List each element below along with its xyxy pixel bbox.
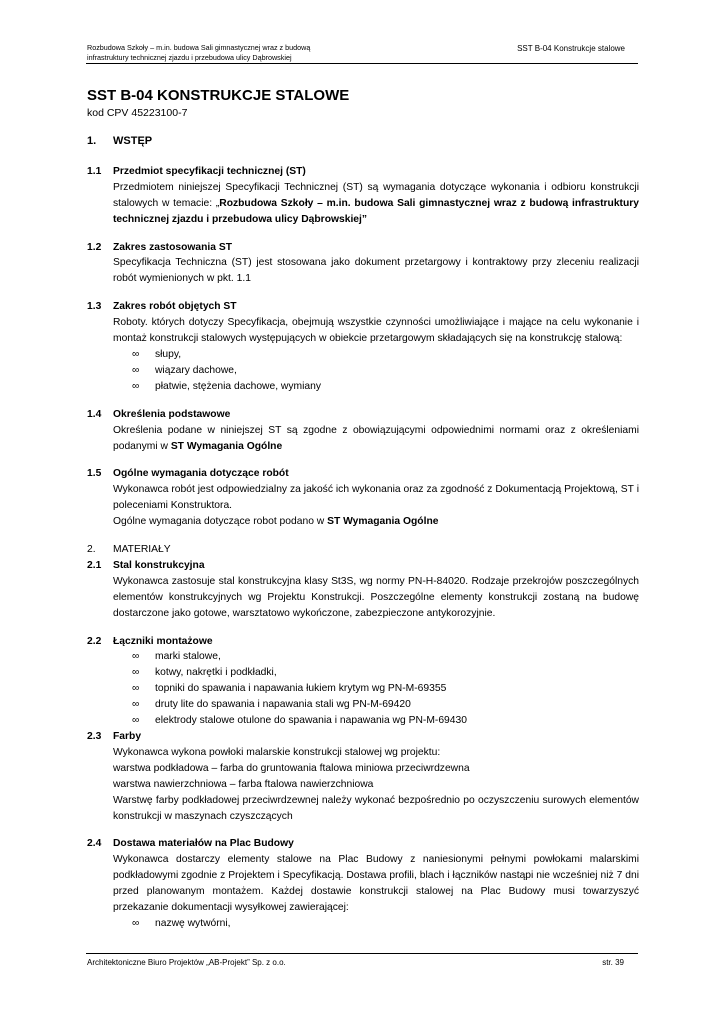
section-title: Określenia podstawowe bbox=[113, 408, 231, 420]
section-2-1-text: Wykonawca zastosuje stal konstrukcyjna klasy St3S, wg normy PN-H-84020. Rodzaje przekrojów poszczególnych elementów konstrukcyjnych wg Projektu Konstrukcji. Poszczególne elementy konstrukcji zostaną na budowę dostarczone jako gotowe, warsztatowo wykończone, zabezpieczone antykorozyjnie. bbox=[113, 575, 639, 619]
list-item: ∞ wiązary dachowe, bbox=[132, 363, 639, 379]
section-number: 2.2 bbox=[87, 635, 102, 647]
section-1-4-text bbox=[113, 423, 639, 455]
section-2-3-line-2: warstwa podkładowa – farba do gruntowania ftalowa miniowa przeciwrdzewna bbox=[113, 762, 470, 774]
section-2-2-list bbox=[132, 649, 639, 729]
section-1-5-text: Wykonawca robót jest odpowiedzialny za jakość ich wykonania oraz za zgodność z Dokumentacją Projektową, ST i poleceniami Konstruktora. bbox=[113, 484, 639, 512]
infinity-bullet-icon: ∞ bbox=[132, 364, 140, 376]
section-number: 1. bbox=[87, 135, 97, 147]
section-title: Łączniki montażowe bbox=[113, 635, 213, 647]
section-2-4-heading bbox=[87, 836, 639, 852]
list-item: ∞ marki stalowe, bbox=[132, 649, 639, 665]
section-1-3-text: Roboty. których dotyczy Specyfikacja, obejmują wszystkie czynności umożliwiające i mające na celu wykonanie i montaż konstrukcji stalowych występujących w obiekcie przetargowym składających się na konstrukcję stalową: bbox=[113, 317, 639, 345]
infinity-bullet-icon: ∞ bbox=[132, 699, 140, 711]
running-header-line-1: Rozbudowa Szkoły – m.in. budowa Sali gimnastycznej wraz z budową bbox=[87, 43, 311, 52]
section-title: Farby bbox=[113, 731, 142, 742]
reference-bold: ST Wymagania Ogólne bbox=[170, 440, 283, 452]
section-title: Zakres zastosowania ST bbox=[113, 241, 233, 253]
section-title: Zakres robót objętych ST bbox=[113, 301, 237, 313]
list-item: ∞ elektrody stalowe otulone do spawania i napawania wg PN-M-69430 bbox=[132, 713, 639, 729]
list-item: ∞ słupy, bbox=[132, 347, 639, 363]
section-title: WSTĘP bbox=[113, 135, 153, 147]
cpv-code: kod CPV 45223100-7 bbox=[87, 107, 188, 119]
section-1-3-list bbox=[132, 347, 639, 395]
section-number: 1.1 bbox=[87, 165, 102, 177]
section-1-2-text: Specyfikacja Techniczna (ST) jest stosowana jako dokument przetargowy i kontraktowy przy zleceniu realizacji robót wymienionych w pkt. 1.1 bbox=[113, 257, 639, 285]
document-title: SST B-04 KONSTRUKCJE STALOWE bbox=[87, 87, 350, 104]
infinity-bullet-icon: ∞ bbox=[132, 651, 140, 663]
section-title: Dostawa materiałów na Plac Budowy bbox=[113, 838, 294, 850]
footer-divider bbox=[86, 953, 638, 954]
section-1-1-heading bbox=[87, 164, 639, 180]
list-item: ∞ nazwę wytwórni, bbox=[132, 916, 639, 932]
infinity-bullet-icon: ∞ bbox=[132, 715, 140, 727]
section-2-3-line-1: Wykonawca wykona powłoki malarskie konstrukcji stalowej wg projektu: bbox=[113, 746, 441, 758]
infinity-bullet-icon: ∞ bbox=[132, 683, 140, 695]
infinity-bullet-icon: ∞ bbox=[132, 380, 140, 392]
section-2-3-heading bbox=[87, 729, 639, 745]
list-item: ∞ druty lite do spawania i napawania stali wg PN-M-69420 bbox=[132, 697, 639, 713]
project-name-bold: Rozbudowa Szkoły – m.in. budowa Sali gimnastycznej wraz z budową infrastruktury technicznej zjazdu i przebudowa ulicy Dąbrowskiej” bbox=[113, 197, 639, 225]
section-1-2-heading bbox=[87, 240, 639, 256]
section-title: Ogólne wymagania dotyczące robót bbox=[113, 468, 289, 480]
section-title: Stal konstrukcyjna bbox=[113, 559, 205, 571]
list-item: ∞ topniki do spawania i napawania łukiem krytym wg PN-M-69355 bbox=[132, 681, 639, 697]
infinity-bullet-icon: ∞ bbox=[132, 667, 140, 679]
section-number: 2.3 bbox=[87, 731, 102, 742]
section-2-4-text: Wykonawca dostarczy elementy stalowe na Plac Budowy z naniesionymi pełnymi powłokami malarskimi podkładowymi zgodnie z Projektem i Specyfikacją. Dostawa profili, blach i łączników nastąpi nie wcześniej niż 7 dni przed planowanym montażem. Każdej dostawie konstrukcji stalowej na Plac Budowy musi towarzyszyć przekazanie dokumentacji wysyłkowej zawierającej: bbox=[113, 854, 639, 914]
header-divider bbox=[86, 63, 638, 64]
section-1-4-heading bbox=[87, 407, 639, 423]
section-1-heading bbox=[87, 134, 639, 150]
running-header-line-2: infrastruktury technicznej zjazdu i przebudowa ulicy Dąbrowskiej bbox=[87, 53, 292, 62]
running-header-project bbox=[87, 43, 387, 63]
section-2-2-heading bbox=[87, 634, 639, 650]
document-body bbox=[87, 86, 639, 932]
section-number: 2. bbox=[87, 544, 96, 556]
section-2-4-list bbox=[132, 916, 639, 932]
section-1-5-text-2 bbox=[113, 514, 639, 530]
section-1-3-heading bbox=[87, 299, 639, 315]
page-number: str. 39 bbox=[602, 958, 624, 967]
section-2-1-heading bbox=[87, 558, 639, 574]
footer-company: Architektoniczne Biuro Projektów „AB-Projekt” Sp. z o.o. bbox=[87, 958, 286, 967]
section-2-3-line-3: warstwa nawierzchniowa – farba ftalowa nawierzchniowa bbox=[113, 778, 374, 790]
section-1-1-text bbox=[113, 180, 639, 228]
running-header-spec: SST B-04 Konstrukcje stalowe bbox=[517, 44, 625, 53]
list-item: ∞ kotwy, nakrętki i podkładki, bbox=[132, 665, 639, 681]
section-number: 2.1 bbox=[87, 559, 102, 571]
section-number: 1.5 bbox=[87, 468, 102, 480]
section-title: MATERIAŁY bbox=[113, 544, 171, 556]
section-1-5-heading bbox=[87, 466, 639, 482]
paragraph-text: Przedmiotem niniejszej Specyfikacji Technicznej (ST) są wymagania dotyczące wykonania i odbioru konstrukcji stalowych w temacie: „ bbox=[113, 181, 639, 209]
section-number: 1.2 bbox=[87, 241, 102, 253]
section-number: 1.4 bbox=[87, 408, 102, 420]
paragraph-text: Określenia podane w niniejszej ST są zgodne z obowiązującymi odpowiednimi normami oraz z określeniami podanymi w bbox=[113, 424, 639, 452]
section-number: 1.3 bbox=[87, 301, 102, 313]
paragraph-text: Ogólne wymagania dotyczące robot podano w bbox=[113, 516, 328, 528]
infinity-bullet-icon: ∞ bbox=[132, 917, 140, 929]
section-2-heading bbox=[87, 542, 639, 558]
reference-bold: ST Wymagania Ogólne bbox=[327, 516, 439, 528]
infinity-bullet-icon: ∞ bbox=[132, 348, 140, 360]
section-2-3-line-4: Warstwę farby podkładowej przeciwrdzewnej należy wykonać bezpośrednio po oczyszczeniu surowych elementów konstrukcji w maszynach czyszczących bbox=[113, 794, 639, 822]
list-item: ∞ płatwie, stężenia dachowe, wymiany bbox=[132, 379, 639, 395]
section-number: 2.4 bbox=[87, 838, 102, 850]
section-title: Przedmiot specyfikacji technicznej (ST) bbox=[113, 165, 306, 177]
